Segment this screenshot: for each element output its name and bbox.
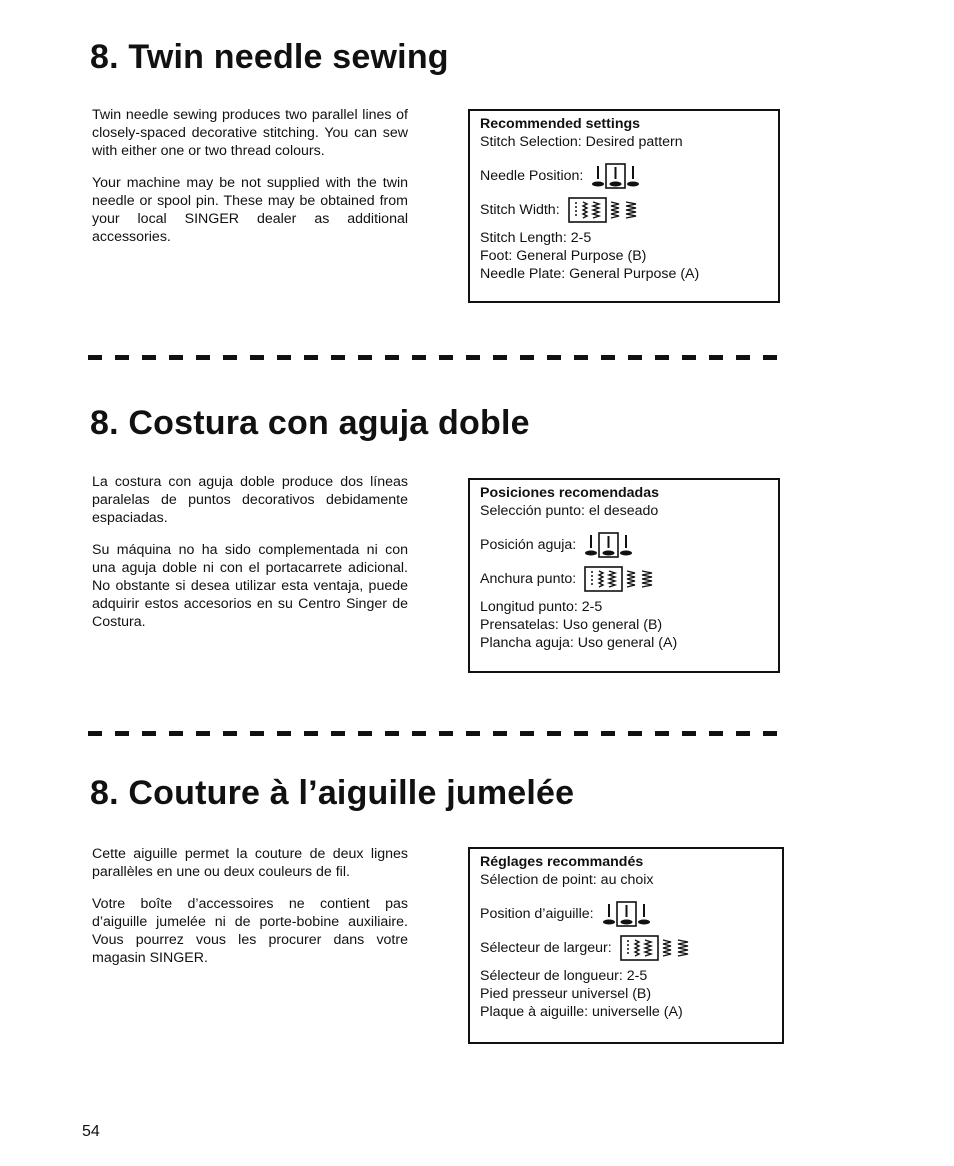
stitch-selection: Sélection de point: au choix: [480, 872, 654, 888]
needle-position-label: Needle Position:: [480, 168, 584, 184]
needle-position-center-icon: [591, 163, 641, 189]
needle-position-row: [480, 901, 772, 927]
foot: Prensatelas: Uso general (B): [480, 617, 663, 633]
settings-heading: Réglages recommandés: [480, 854, 644, 870]
stitch-selection: Stitch Selection: Desired pattern: [480, 134, 683, 150]
intro-spanish: [92, 473, 408, 645]
foot: Pied presseur universel (B): [480, 986, 652, 1002]
page-number: 54: [82, 1123, 100, 1140]
stitch-width-icon: [568, 197, 648, 223]
intro-paragraph: Your machine may be not supplied with the twin needle or spool pin. These may be obtained from your local SINGER dealer as additional accessories.: [92, 175, 408, 245]
needle-position-center-icon: [602, 901, 652, 927]
page-title-spanish: 8. Costura con aguja doble: [90, 404, 530, 442]
intro-english: [92, 106, 408, 260]
needle-plate: Needle Plate: General Purpose (A): [480, 266, 700, 282]
needle-plate: Plancha aguja: Uso general (A): [480, 635, 678, 651]
settings-box-spanish: [468, 478, 780, 673]
stitch-width-icon: [620, 935, 700, 961]
page-title-french: 8. Couture à l’aiguille jumelée: [90, 774, 575, 812]
intro-paragraph: Votre boîte d’accessoires ne contient pas d’aiguille jumelée ni de porte-bobine auxiliaire. Vous pourrez vous les procurer dans votre magasin SINGER.: [92, 896, 408, 966]
stitch-length: Longitud punto: 2-5: [480, 599, 603, 615]
settings-box-french: [468, 847, 784, 1044]
stitch-selection: Selección punto: el deseado: [480, 503, 659, 519]
stitch-width-row: [480, 197, 768, 223]
needle-position-center-icon: [584, 532, 634, 558]
stitch-width-icon: [584, 566, 664, 592]
section-divider: [88, 355, 788, 360]
intro-paragraph: Su máquina no ha sido complementada ni con una aguja doble ni con el portacarrete adicional. No obstante si desea utilizar esta ventaja, puede adquirir estos accesorios en su Centro Singer de Costura.: [92, 542, 408, 630]
foot: Foot: General Purpose (B): [480, 248, 647, 264]
needle-position-row: [480, 163, 768, 189]
stitch-width-label: Stitch Width:: [480, 202, 560, 218]
stitch-width-row: [480, 566, 768, 592]
intro-french: [92, 845, 408, 981]
stitch-width-row: [480, 935, 772, 961]
needle-position-label: Position d’aiguille:: [480, 906, 594, 922]
settings-heading: Recommended settings: [480, 116, 641, 132]
needle-plate: Plaque à aiguille: universelle (A): [480, 1004, 683, 1020]
stitch-width-label: Anchura punto:: [480, 571, 577, 587]
needle-position-row: [480, 532, 768, 558]
settings-box-english: [468, 109, 780, 303]
intro-paragraph: Cette aiguille permet la couture de deux lignes parallèles en une ou deux couleurs de fil.: [92, 846, 408, 880]
stitch-width-label: Sélecteur de largeur:: [480, 940, 612, 956]
needle-position-label: Posición aguja:: [480, 537, 577, 553]
settings-heading: Posiciones recomendadas: [480, 485, 659, 501]
stitch-length: Stitch Length: 2-5: [480, 230, 592, 246]
section-divider: [88, 731, 788, 736]
page-title-english: 8. Twin needle sewing: [90, 38, 449, 76]
stitch-length: Sélecteur de longueur: 2-5: [480, 968, 648, 984]
intro-paragraph: Twin needle sewing produces two parallel lines of closely-spaced decorative stitching. You can sew with either one or two thread colours.: [92, 107, 408, 159]
intro-paragraph: La costura con aguja doble produce dos líneas paralelas de puntos decorativos debidamente espaciadas.: [92, 474, 408, 526]
